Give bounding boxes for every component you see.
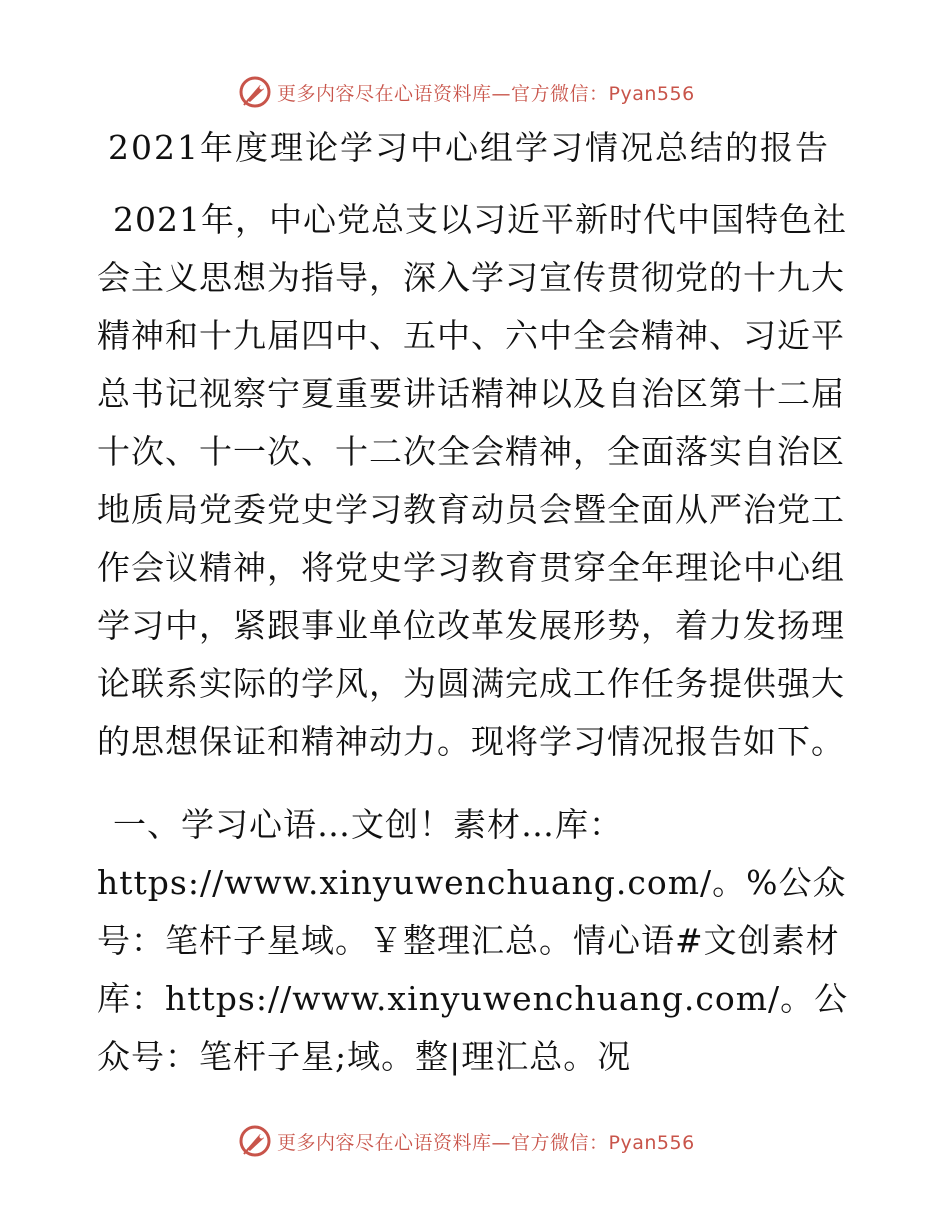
paragraph-1-text: 2021年，中心党总支以习近平新时代中国特色社会主义思想为指导，深入学习宣传贯彻党的十九大精神和十九届四中、五中、六中全会精神、习近平总书记视察宁夏重要讲话精神以及自治区第十二届十次、十一次、十二次全会精神，全面落实自治区地质局党委党史学习教育动员会暨全面从严治党工作会议精神，将党史学习教育贯穿全年理论中心组学习中，紧跟事业单位改革发展形势，着力发扬理论联系实际的学风，为圆满完成工作任务提供强大的思想保证和精神动力。现将学习情况报告如下。 <box>97 200 847 761</box>
watermark-text: 更多内容尽在心语资料库—官方微信：Pyan556 <box>277 82 695 105</box>
document-title: 2021年度理论学习中心组学习情况总结的报告 <box>108 128 830 167</box>
pen-nib-logo-icon <box>238 1124 272 1158</box>
body-paragraph-1 <box>97 191 857 771</box>
header-watermark-banner <box>238 72 695 112</box>
footer-watermark-banner <box>238 1121 695 1161</box>
watermark-text: 更多内容尽在心语资料库—官方微信：Pyan556 <box>277 1131 695 1154</box>
paragraph-2-text: 一、学习心语…文创！素材…库：https://www.xinyuwenchuang.com/。%公众号：笔杆子星域。￥整理汇总。情心语#文创素材库：https://www.xinyuwenchuang.com/。公众号：笔杆子星;域。整|理汇总。况 <box>97 805 849 1076</box>
body-paragraph-2 <box>97 796 857 1086</box>
pen-nib-logo-icon <box>238 75 272 109</box>
